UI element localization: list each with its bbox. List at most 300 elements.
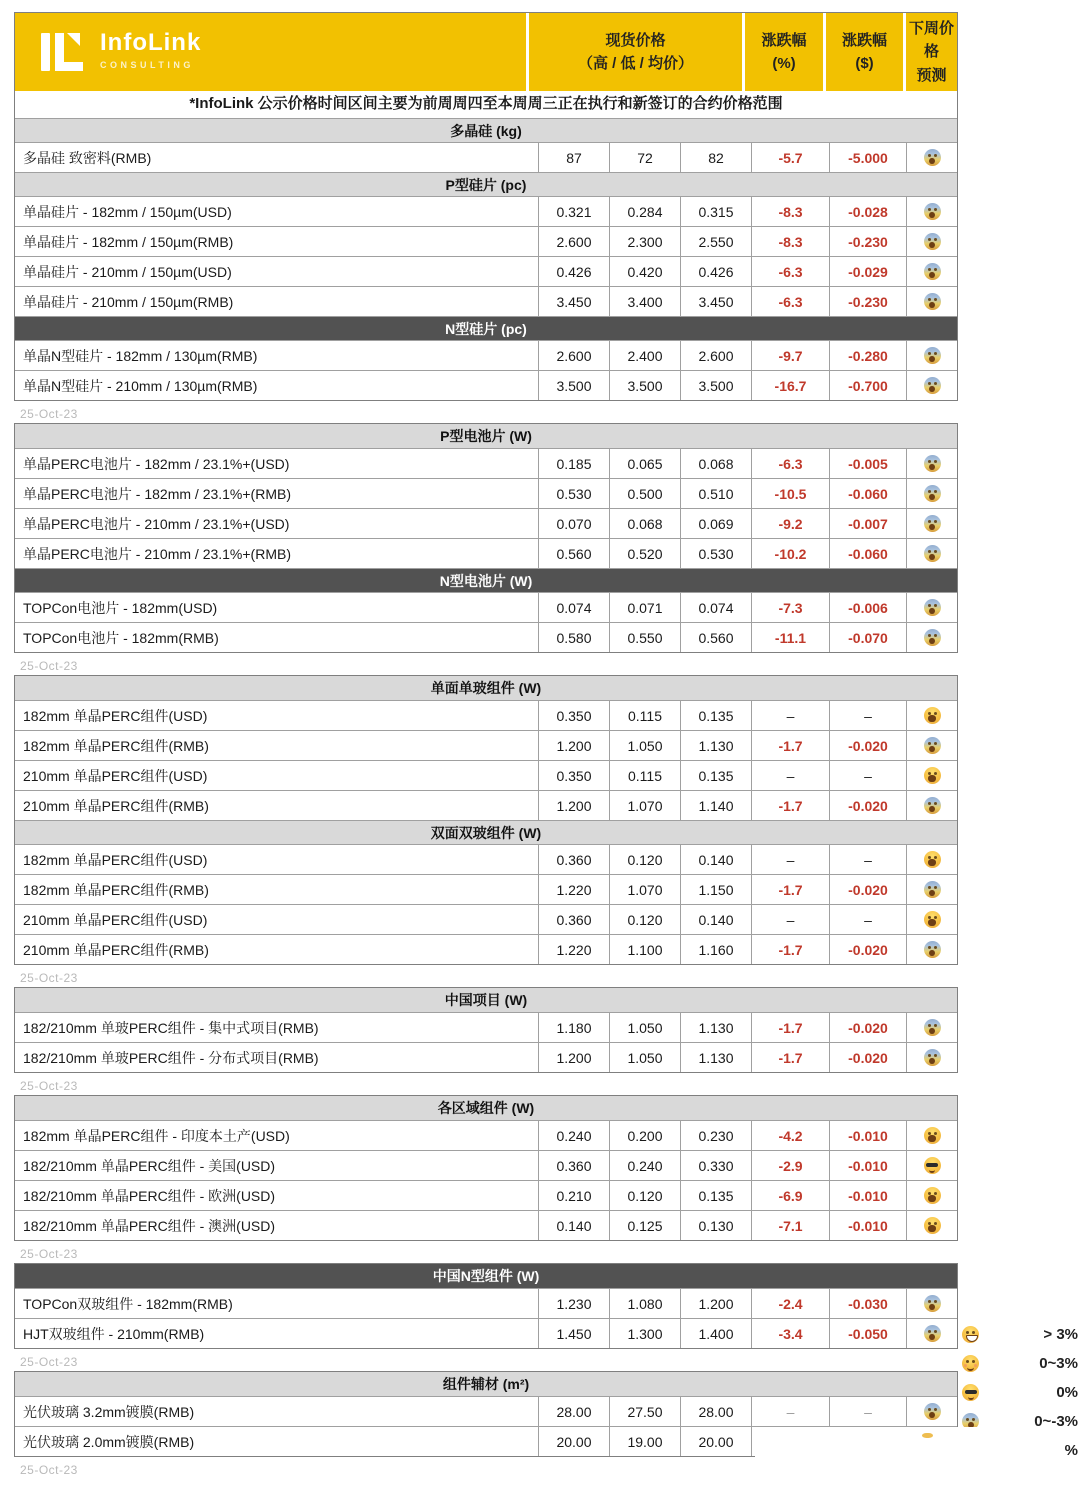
price-high-cell: 0.140 — [538, 1211, 609, 1240]
forecast-cell — [906, 479, 957, 508]
forecast-cell — [906, 341, 957, 370]
forecast-cell — [906, 449, 957, 478]
price-avg-cell: 1.130 — [680, 1013, 751, 1042]
product-name-cell: 210mm 单晶PERC组件(RMB) — [23, 797, 209, 814]
forecast-title-line1: 下周价格 — [908, 20, 954, 61]
change-pct-cell: -11.1 — [751, 623, 829, 652]
table-row — [15, 538, 957, 568]
price-avg-cell: 28.00 — [680, 1397, 751, 1426]
date-label: 25-Oct-23 — [20, 407, 78, 421]
product-name-cell: 光伏玻璃 3.2mm镀膜(RMB) — [23, 1403, 195, 1420]
price-avg-cell: 0.426 — [680, 257, 751, 286]
change-usd-cell: -0.230 — [829, 227, 906, 256]
change-usd-cell: -0.020 — [829, 875, 906, 904]
price-avg-cell: 0.530 — [680, 539, 751, 568]
change-usd-cell: – — [829, 845, 906, 874]
price-low-cell: 0.120 — [609, 1181, 680, 1210]
product-name-cell: 单晶PERC电池片 - 182mm / 23.1%+(USD) — [23, 455, 290, 472]
price-high-cell: 0.070 — [538, 509, 609, 538]
product-name-cell: 单晶硅片 - 210mm / 150µm(RMB) — [23, 293, 234, 310]
table-row — [15, 508, 957, 538]
product-name-cell: 210mm 单晶PERC组件(USD) — [23, 911, 208, 928]
covered-emoji-icon — [922, 1433, 933, 1438]
table-row — [15, 1150, 957, 1180]
price-low-cell: 0.200 — [609, 1121, 680, 1150]
change-usd-cell: -0.020 — [829, 935, 906, 964]
product-name-cell: HJT双玻组件 - 210mm(RMB) — [23, 1325, 205, 1342]
price-avg-cell: 0.069 — [680, 509, 751, 538]
change-pct-cell: -3.4 — [751, 1319, 829, 1348]
price-avg-cell: 0.135 — [680, 1181, 751, 1210]
change-usd-cell: – — [829, 761, 906, 790]
change-pct-cell: – — [751, 845, 829, 874]
price-low-cell: 1.070 — [609, 791, 680, 820]
date-label: 25-Oct-23 — [20, 1247, 78, 1261]
price-avg-cell: 1.150 — [680, 875, 751, 904]
forecast-cell — [906, 371, 957, 400]
table-row — [15, 196, 957, 226]
change-pct-cell: -2.4 — [751, 1289, 829, 1318]
change-pct-cell: -5.7 — [751, 143, 829, 172]
price-block — [14, 1371, 958, 1479]
scream-emoji-icon — [924, 599, 941, 616]
price-avg-cell: 20.00 — [680, 1427, 751, 1456]
scream-emoji-icon — [924, 233, 941, 250]
date-label: 25-Oct-23 — [20, 659, 78, 673]
product-name-cell: 单晶PERC电池片 - 182mm / 23.1%+(RMB) — [23, 485, 291, 502]
price-low-cell: 1.300 — [609, 1319, 680, 1348]
smile-emoji-icon — [962, 1355, 979, 1372]
price-low-cell: 0.115 — [609, 761, 680, 790]
product-name-cell: 182mm 单晶PERC组件(RMB) — [23, 737, 209, 754]
table-row — [15, 1210, 957, 1240]
spot-price-title: 现货价格 — [605, 31, 666, 49]
change-usd-cell: -0.006 — [829, 593, 906, 622]
price-low-cell: 0.068 — [609, 509, 680, 538]
logo-subtitle: CONSULTING — [100, 60, 194, 71]
change-usd-cell: -0.020 — [829, 791, 906, 820]
price-avg-cell: 0.560 — [680, 623, 751, 652]
table-header-band — [15, 13, 957, 91]
infolink-logo — [15, 13, 526, 91]
price-avg-cell: 0.074 — [680, 593, 751, 622]
price-table — [14, 423, 958, 653]
table-row — [15, 340, 957, 370]
section-header: 多晶硅 (kg) — [15, 118, 957, 142]
change-pct-cell: -6.3 — [751, 287, 829, 316]
forecast-cell — [906, 701, 957, 730]
sob-emoji-icon — [924, 1187, 941, 1204]
change-pct-cell: -9.2 — [751, 509, 829, 538]
change-usd-cell: -0.010 — [829, 1121, 906, 1150]
sob-emoji-icon — [924, 1217, 941, 1234]
product-name-cell: 182/210mm 单玻PERC组件 - 集中式项目(RMB) — [23, 1019, 319, 1036]
table-row — [15, 142, 957, 172]
price-low-cell: 1.070 — [609, 875, 680, 904]
product-name-cell: 182/210mm 单晶PERC组件 - 美国(USD) — [23, 1157, 276, 1174]
price-low-cell: 0.550 — [609, 623, 680, 652]
forecast-cell — [906, 1211, 957, 1240]
forecast-cell — [906, 1319, 957, 1348]
forecast-title-line2: 预测 — [916, 66, 947, 84]
price-low-cell: 0.125 — [609, 1211, 680, 1240]
forecast-cell — [906, 593, 957, 622]
change-usd-unit: ($) — [855, 55, 874, 72]
price-high-cell: 1.180 — [538, 1013, 609, 1042]
change-pct-cell: -1.7 — [751, 791, 829, 820]
change-pct-cell: – — [751, 701, 829, 730]
change-pct-cell: – — [751, 905, 829, 934]
product-name-cell: 182mm 单晶PERC组件 - 印度本土产(USD) — [23, 1127, 290, 1144]
table-row — [15, 226, 957, 256]
price-low-cell: 0.120 — [609, 845, 680, 874]
price-low-cell: 0.284 — [609, 197, 680, 226]
legend-label: 0% — [1056, 1384, 1078, 1401]
section-header: P型电池片 (W) — [15, 424, 957, 448]
change-pct-cell: – — [751, 1397, 829, 1426]
change-usd-cell: -0.020 — [829, 1043, 906, 1072]
price-table — [14, 675, 958, 965]
price-high-cell: 0.360 — [538, 1151, 609, 1180]
change-pct-header — [745, 13, 823, 91]
table-row — [15, 760, 957, 790]
spot-price-header — [529, 13, 742, 91]
forecast-cell — [906, 1397, 957, 1426]
table-row — [15, 730, 957, 760]
price-high-cell: 0.350 — [538, 761, 609, 790]
product-name-cell: 210mm 单晶PERC组件(USD) — [23, 767, 208, 784]
white-overlay-patch — [755, 1427, 1027, 1473]
change-usd-cell: – — [829, 905, 906, 934]
change-usd-cell: -0.010 — [829, 1181, 906, 1210]
forecast-cell — [906, 539, 957, 568]
price-avg-cell: 0.510 — [680, 479, 751, 508]
forecast-cell — [906, 227, 957, 256]
forecast-cell — [906, 935, 957, 964]
product-name-cell: 单晶PERC电池片 - 210mm / 23.1%+(USD) — [23, 515, 290, 532]
change-pct-cell: -2.9 — [751, 1151, 829, 1180]
forecast-cell — [906, 905, 957, 934]
change-pct-cell: -10.2 — [751, 539, 829, 568]
price-block — [14, 987, 958, 1095]
change-usd-cell: -0.060 — [829, 539, 906, 568]
change-pct-cell: -6.9 — [751, 1181, 829, 1210]
table-row — [15, 844, 957, 874]
sob-emoji-icon — [924, 1127, 941, 1144]
change-usd-cell: -0.070 — [829, 623, 906, 652]
price-high-cell: 1.200 — [538, 731, 609, 760]
change-usd-cell: -0.230 — [829, 287, 906, 316]
price-high-cell: 1.200 — [538, 791, 609, 820]
sob-emoji-icon — [924, 851, 941, 868]
price-block — [14, 1095, 958, 1263]
product-name-cell: 182/210mm 单玻PERC组件 - 分布式项目(RMB) — [23, 1049, 319, 1066]
product-name-cell: 单晶N型硅片 - 210mm / 130µm(RMB) — [23, 377, 258, 394]
change-usd-cell: -5.000 — [829, 143, 906, 172]
change-pct-cell: -7.1 — [751, 1211, 829, 1240]
price-low-cell: 0.420 — [609, 257, 680, 286]
product-name-cell: TOPCon电池片 - 182mm(USD) — [23, 599, 218, 616]
price-low-cell: 0.115 — [609, 701, 680, 730]
forecast-cell — [906, 623, 957, 652]
table-row — [15, 286, 957, 316]
change-usd-cell: -0.700 — [829, 371, 906, 400]
forecast-cell — [906, 845, 957, 874]
cool-emoji-icon — [924, 1157, 941, 1174]
scream-emoji-icon — [924, 347, 941, 364]
cool-emoji-icon — [962, 1384, 979, 1401]
scream-emoji-icon — [924, 941, 941, 958]
change-pct-cell: -1.7 — [751, 875, 829, 904]
change-pct-title: 涨跌幅 — [761, 31, 807, 49]
price-high-cell: 0.185 — [538, 449, 609, 478]
product-name-cell: 210mm 单晶PERC组件(RMB) — [23, 941, 209, 958]
forecast-cell — [906, 791, 957, 820]
price-avg-cell: 82 — [680, 143, 751, 172]
scream-emoji-icon — [924, 545, 941, 562]
price-high-cell: 20.00 — [538, 1427, 609, 1456]
change-pct-cell: -6.3 — [751, 257, 829, 286]
price-high-cell: 0.240 — [538, 1121, 609, 1150]
forecast-cell — [906, 1043, 957, 1072]
table-row — [15, 478, 957, 508]
change-pct-cell: – — [751, 761, 829, 790]
price-low-cell: 3.400 — [609, 287, 680, 316]
price-low-cell: 1.050 — [609, 1043, 680, 1072]
price-avg-cell: 1.160 — [680, 935, 751, 964]
price-low-cell: 1.100 — [609, 935, 680, 964]
change-usd-cell: -0.028 — [829, 197, 906, 226]
price-low-cell: 0.071 — [609, 593, 680, 622]
legend-item — [962, 1378, 1078, 1407]
section-header: 中国项目 (W) — [15, 988, 957, 1012]
scream-emoji-icon — [924, 881, 941, 898]
price-high-cell: 0.350 — [538, 701, 609, 730]
price-avg-cell: 0.140 — [680, 845, 751, 874]
change-pct-cell: -1.7 — [751, 1043, 829, 1072]
table-row — [15, 790, 957, 820]
forecast-cell — [906, 257, 957, 286]
price-table — [14, 12, 958, 401]
price-low-cell: 0.120 — [609, 905, 680, 934]
forecast-cell — [906, 1289, 957, 1318]
price-low-cell: 0.500 — [609, 479, 680, 508]
table-row — [15, 1120, 957, 1150]
change-usd-cell: -0.007 — [829, 509, 906, 538]
scream-emoji-icon — [924, 1295, 941, 1312]
price-low-cell: 1.080 — [609, 1289, 680, 1318]
forecast-cell — [906, 1151, 957, 1180]
sob-emoji-icon — [924, 767, 941, 784]
forecast-cell — [906, 875, 957, 904]
price-low-cell: 27.50 — [609, 1397, 680, 1426]
product-name-cell: 单晶硅片 - 182mm / 150µm(RMB) — [23, 233, 234, 250]
scream-emoji-icon — [924, 1049, 941, 1066]
table-row — [15, 1012, 957, 1042]
product-name-cell: 单晶N型硅片 - 182mm / 130µm(RMB) — [23, 347, 258, 364]
change-pct-cell: -1.7 — [751, 935, 829, 964]
price-high-cell: 1.450 — [538, 1319, 609, 1348]
legend-label: 0~3% — [1039, 1355, 1078, 1372]
price-high-cell: 0.360 — [538, 845, 609, 874]
price-high-cell: 3.500 — [538, 371, 609, 400]
section-header: 中国N型组件 (W) — [15, 1264, 957, 1288]
table-row — [15, 934, 957, 964]
forecast-cell — [906, 731, 957, 760]
section-header: 各区域组件 (W) — [15, 1096, 957, 1120]
change-usd-cell: -0.280 — [829, 341, 906, 370]
price-avg-cell: 1.200 — [680, 1289, 751, 1318]
change-pct-cell: -4.2 — [751, 1121, 829, 1150]
forecast-cell — [906, 761, 957, 790]
price-high-cell: 0.580 — [538, 623, 609, 652]
forecast-cell — [906, 197, 957, 226]
product-name-cell: 单晶硅片 - 182mm / 150µm(USD) — [23, 203, 232, 220]
change-pct-cell: -9.7 — [751, 341, 829, 370]
price-high-cell: 1.200 — [538, 1043, 609, 1072]
price-low-cell: 2.400 — [609, 341, 680, 370]
change-pct-cell: -1.7 — [751, 731, 829, 760]
scream-emoji-icon — [924, 293, 941, 310]
legend-item — [962, 1320, 1078, 1349]
price-high-cell: 0.321 — [538, 197, 609, 226]
price-high-cell: 28.00 — [538, 1397, 609, 1426]
price-avg-cell: 2.600 — [680, 341, 751, 370]
price-avg-cell: 0.068 — [680, 449, 751, 478]
table-row — [15, 622, 957, 652]
price-avg-cell: 0.135 — [680, 761, 751, 790]
product-name-cell: 单晶硅片 - 210mm / 150µm(USD) — [23, 263, 232, 280]
scream-emoji-icon — [924, 263, 941, 280]
price-high-cell: 0.360 — [538, 905, 609, 934]
price-high-cell: 0.074 — [538, 593, 609, 622]
price-avg-cell: 0.130 — [680, 1211, 751, 1240]
change-usd-cell: -0.029 — [829, 257, 906, 286]
price-avg-cell: 1.130 — [680, 1043, 751, 1072]
product-name-cell: 单晶PERC电池片 - 210mm / 23.1%+(RMB) — [23, 545, 291, 562]
price-low-cell: 19.00 — [609, 1427, 680, 1456]
table-row — [15, 1318, 957, 1348]
table-area — [14, 12, 1080, 1479]
forecast-cell — [906, 1181, 957, 1210]
price-high-cell: 1.220 — [538, 875, 609, 904]
change-pct-cell: -8.3 — [751, 197, 829, 226]
scream-emoji-icon — [924, 1403, 941, 1420]
price-low-cell: 0.520 — [609, 539, 680, 568]
forecast-cell — [906, 287, 957, 316]
scream-emoji-icon — [924, 797, 941, 814]
product-name-cell: 182/210mm 单晶PERC组件 - 欧洲(USD) — [23, 1187, 276, 1204]
change-pct-cell: -10.5 — [751, 479, 829, 508]
infolink-logo-mark-icon — [41, 33, 87, 71]
price-high-cell: 2.600 — [538, 341, 609, 370]
price-avg-cell: 1.140 — [680, 791, 751, 820]
price-block — [14, 12, 958, 423]
product-name-cell: 多晶硅 致密料(RMB) — [23, 149, 152, 166]
price-high-cell: 0.210 — [538, 1181, 609, 1210]
forecast-cell — [906, 509, 957, 538]
table-row — [15, 904, 957, 934]
price-table — [14, 987, 958, 1073]
scream-emoji-icon — [924, 485, 941, 502]
table-row — [15, 1180, 957, 1210]
forecast-cell — [906, 1013, 957, 1042]
price-block — [14, 423, 958, 675]
price-avg-cell: 0.315 — [680, 197, 751, 226]
legend-label: % — [1064, 1442, 1078, 1459]
product-name-cell: 182mm 单晶PERC组件(USD) — [23, 707, 208, 724]
price-low-cell: 0.065 — [609, 449, 680, 478]
logo-name: InfoLink — [100, 29, 202, 57]
price-low-cell: 72 — [609, 143, 680, 172]
scream-emoji-icon — [924, 1019, 941, 1036]
scream-emoji-icon — [924, 203, 941, 220]
product-name-cell: 光伏玻璃 2.0mm镀膜(RMB) — [23, 1433, 195, 1450]
date-label: 25-Oct-23 — [20, 971, 78, 985]
section-header: N型电池片 (W) — [15, 568, 957, 592]
laugh-emoji-icon — [962, 1326, 979, 1343]
change-usd-title: 涨跌幅 — [841, 31, 887, 49]
table-row — [15, 1396, 957, 1426]
scream-emoji-icon — [924, 1325, 941, 1342]
change-usd-cell: – — [829, 1397, 906, 1426]
spot-price-subtitle: （高 / 低 / 均价） — [577, 55, 693, 72]
change-usd-cell: -0.005 — [829, 449, 906, 478]
date-label: 25-Oct-23 — [20, 1463, 78, 1477]
change-pct-cell: -16.7 — [751, 371, 829, 400]
scream-emoji-icon — [924, 377, 941, 394]
change-pct-cell: -7.3 — [751, 593, 829, 622]
date-label: 25-Oct-23 — [20, 1355, 78, 1369]
price-low-cell: 1.050 — [609, 731, 680, 760]
sob-emoji-icon — [924, 707, 941, 724]
note-row: *InfoLink 公示价格时间区间主要为前周周四至本周周三正在执行和新签订的合约价格范围 — [15, 91, 957, 118]
section-header: 单面单玻组件 (W) — [15, 676, 957, 700]
change-pct-cell: -6.3 — [751, 449, 829, 478]
table-row — [15, 1288, 957, 1318]
product-name-cell: TOPCon电池片 - 182mm(RMB) — [23, 629, 219, 646]
product-name-cell: 182mm 单晶PERC组件(USD) — [23, 851, 208, 868]
price-low-cell: 3.500 — [609, 371, 680, 400]
section-header: N型硅片 (pc) — [15, 316, 957, 340]
section-header: P型硅片 (pc) — [15, 172, 957, 196]
scream-emoji-icon — [924, 455, 941, 472]
change-pct-unit: (%) — [772, 55, 796, 72]
price-high-cell: 0.560 — [538, 539, 609, 568]
product-name-cell: 182/210mm 单晶PERC组件 - 澳洲(USD) — [23, 1217, 276, 1234]
table-row — [15, 370, 957, 400]
price-low-cell: 0.240 — [609, 1151, 680, 1180]
price-high-cell: 87 — [538, 143, 609, 172]
price-avg-cell: 2.550 — [680, 227, 751, 256]
price-avg-cell: 0.140 — [680, 905, 751, 934]
legend-label: 0~-3% — [1034, 1413, 1078, 1430]
price-high-cell: 1.220 — [538, 935, 609, 964]
price-table — [14, 1263, 958, 1349]
price-avg-cell: 1.400 — [680, 1319, 751, 1348]
date-label: 25-Oct-23 — [20, 1079, 78, 1093]
change-usd-cell: -0.050 — [829, 1319, 906, 1348]
change-usd-cell: -0.030 — [829, 1289, 906, 1318]
forecast-header — [906, 13, 957, 91]
price-avg-cell: 3.500 — [680, 371, 751, 400]
price-high-cell: 2.600 — [538, 227, 609, 256]
price-avg-cell: 3.450 — [680, 287, 751, 316]
price-low-cell: 2.300 — [609, 227, 680, 256]
change-pct-cell: -8.3 — [751, 227, 829, 256]
change-usd-cell: -0.010 — [829, 1151, 906, 1180]
change-usd-cell: – — [829, 701, 906, 730]
